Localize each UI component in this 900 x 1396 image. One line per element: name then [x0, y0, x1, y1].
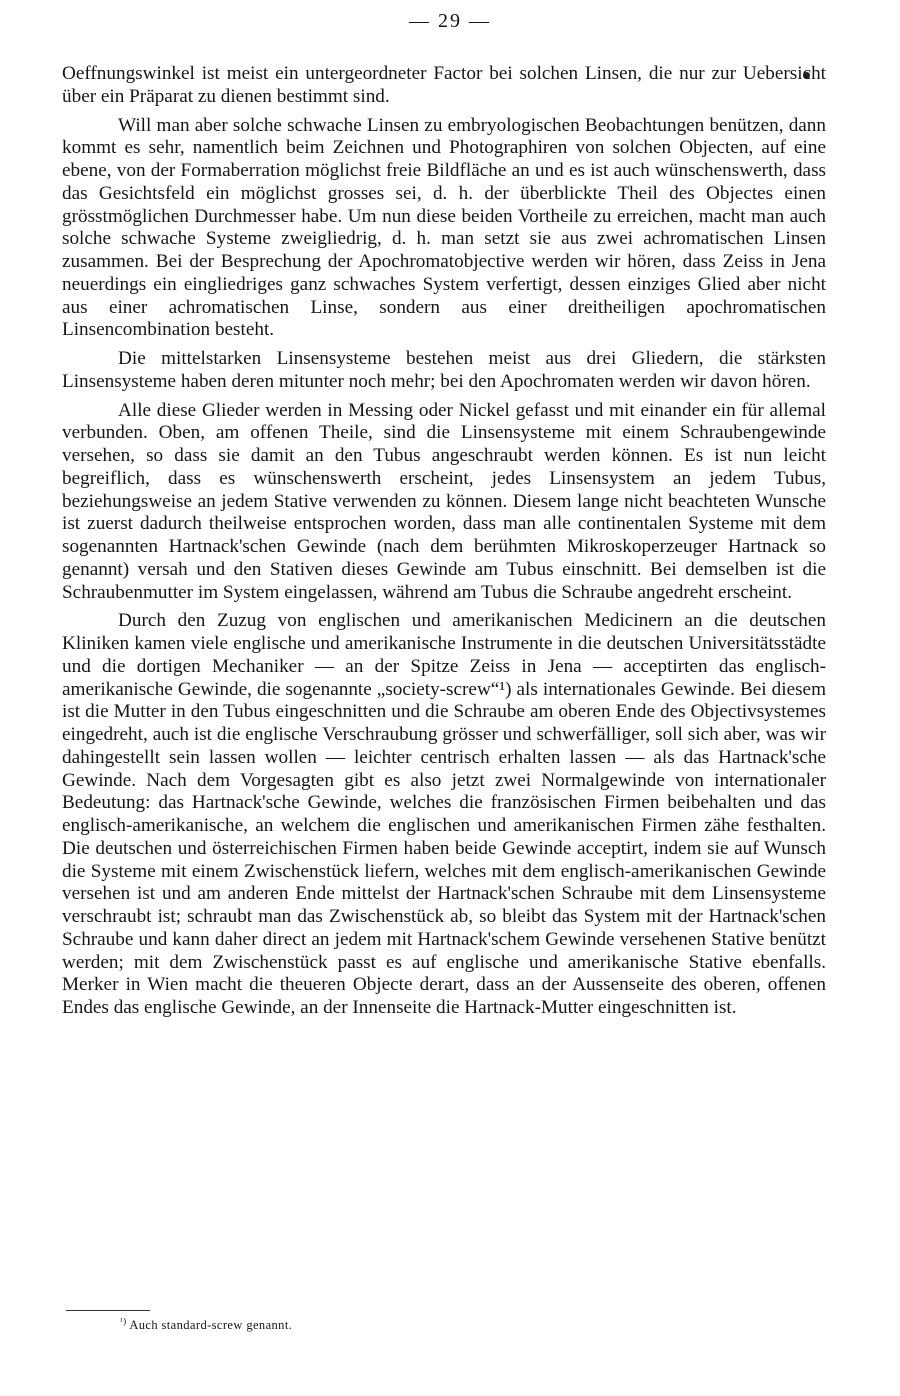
paragraph-4: Alle diese Glieder werden in Messing oder Nickel gefasst und mit einander ein für allemal verbunden. Oben, am offenen Theile, sind die Linsensysteme mit einem Schraubengewinde versehen, so dass sie damit an den Tubus angeschraubt werden können. Es ist nun leicht begreiflich, dass es wünschenswerth erscheint, jedes Linsensystem an jedem Tubus, beziehungsweise an jedem Stative verwenden zu können. Diesem lange nicht beachteten Wunsche ist zuerst dadurch theilweise entsprochen worden, dass man alle continentalen Systeme mit dem sogenannten Hartnack'schen Gewinde (nach dem berühmten Mikroskoperzeuger Hartnack so genannt) versah und den Stativen dieses Gewinde am Tubus einschnitt. Bei demselben ist die Schraubenmutter im System eingelassen, während am Tubus die Schraube angedreht erscheint.	[62, 399, 826, 603]
paragraph-1: Oeffnungswinkel ist meist ein untergeordneter Factor bei solchen Linsen, die nur zur Uebersicht über ein Präparat zu dienen bestimmt sind.	[62, 63, 826, 107]
paragraph-2: Will man aber solche schwache Linsen zu embryologischen Beobachtungen benützen, dann kommt es sehr, namentlich beim Zeichnen und Photographiren von solchen Objecten, auf eine ebene, von der Formaberration möglichst freie Bildfläche an und es ist auch wünschenswerth, dass das Gesichtsfeld ein möglichst grosses sei, d. h. der überblickte Theil des Objectes einen grösstmöglichen Durchmesser habe. Um nun diese beiden Vortheile zu erreichen, macht man auch solche schwache Systeme zweigliedrig, d. h. man setzt sie aus zwei achromatischen Linsen zusammen. Bei der Besprechung der Apochromatobjective werden wir hören, dass Zeiss in Jena neuerdings ein eingliedriges ganz schwaches System verfertigt, dessen einziges Glied aber nicht aus einer achromatischen Linse, sondern aus einer dreitheiligen apochromatischen Linsencombination besteht.	[62, 114, 826, 341]
paragraph-3: Die mittelstarken Linsensysteme bestehen meist aus drei Gliedern, die stärksten Linsensysteme haben deren mitunter noch mehr; bei den Apochromaten werden wir davon hören.	[62, 348, 826, 392]
footnote-divider	[66, 1310, 150, 1311]
page-number: — 29 —	[409, 10, 491, 32]
footnote-text: Auch standard-screw genannt.	[129, 1318, 293, 1332]
body-text	[62, 63, 826, 1026]
footnote-mark: ¹)	[120, 1315, 127, 1326]
footnote	[120, 1315, 293, 1333]
paragraph-5: Durch den Zuzug von englischen und amerikanischen Medicinern an die deutschen Kliniken kamen viele englische und amerikanische Instrumente in die deutschen Universitätsstädte und die dortigen Mechaniker — an der Spitze Zeiss in Jena — acceptirten das englisch-amerikanische Gewinde, die sogenannte „society-screw“¹) als internationales Gewinde. Bei diesem ist die Mutter in den Tubus eingeschnitten und die Schraube am oberen Ende des Objectivsystemes eingedreht, auch ist die englische Verschraubung grösser und schwerfälliger, soll sich aber, was wir dahingestellt sein lassen wollen — leichter centrisch erhalten lassen — als das Hartnack'sche Gewinde. Nach dem Vorgesagten gibt es also jetzt zwei Normalgewinde von internationaler Bedeutung: das Hartnack'sche Gewinde, welches die französischen Firmen beibehalten und das englisch-amerikanische, an welchem die englischen und amerikanischen Firmen zähe festhalten. Die deutschen und österreichischen Firmen haben beide Gewinde acceptirt, indem sie auf Wunsch die Systeme mit einem Zwischenstück liefern, welches mit dem englisch-amerikanischen Gewinde versehen ist und am anderen Ende mittelst der Hartnack'schen Schraube mit dem Linsensysteme verschraubt ist; schraubt man das Zwischenstück ab, so bleibt das System mit der Hartnack'schen Schraube und kann daher direct an jedem mit Hartnack'schem Gewinde versehenen Stative benützt werden; mit dem Zwischenstück passt es auf englische und amerikanische Stative ebenfalls. Merker in Wien macht die theueren Objecte derart, dass an der Aussenseite des oberen, offenen Endes das englische Gewinde, an der Innenseite die Hartnack-Mutter eingeschnitten ist.	[62, 610, 826, 1018]
